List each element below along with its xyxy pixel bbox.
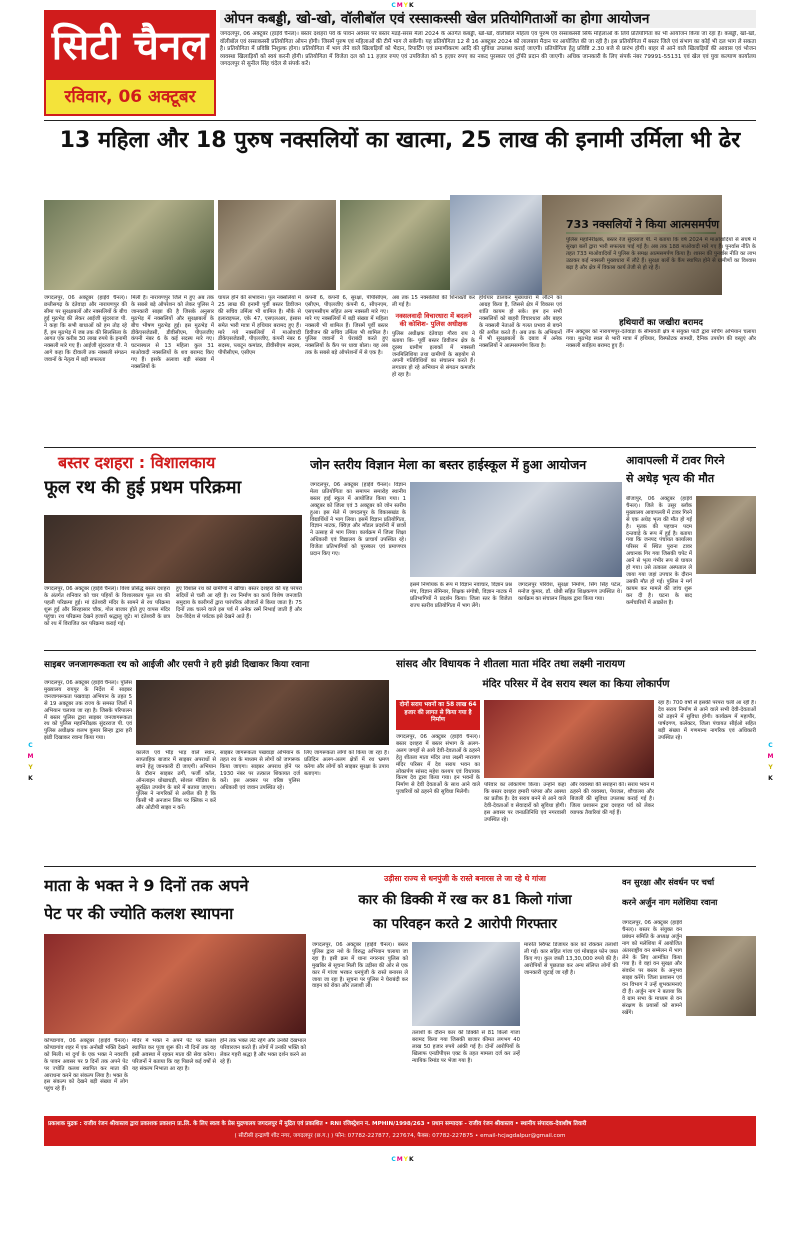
dussehra-headline-1: बस्तर दशहरा : विशालकाय [58,453,216,472]
cyber-headline: साइबर जनजागरूकता रथ को आईजी और एसपी ने हरी झंडी दिखाकर किया रवाना [44,660,310,670]
dussehra-headline-2: फूल रथ की हुई प्रथम परिक्रमा [44,477,242,498]
surrender-headline: 733 नक्सलियों ने किया आत्मसमर्पण [566,218,720,231]
temple-col-1: जगदलपुर, 06 अक्टूबर (हाईवे चैनल)। बस्तर दशहरा में बस्तर संभाग के अलग-अलग जगहों से आये देवी-देवताओं के ठहरने हेतु शीतला माता मंदिर तथा लक्ष्मी नारायण मंदिर परिसर में देव सराय भवन का लोकार्पण सांसद महेश कश्यप एवं विधायक किरण देव द्वारा किया गया। इन भवनों के निर्माण से देवी देवताओं के साथ आने वाले पुजारियों को ठहरने की सुविधा मिलेगी। [396,734,480,796]
mata-col-2: मंदिर में भक्त ने अपने पेट पर कलश स्थापित कर पूजा शुरू की। नौ दिनों तक वह इसी अवस्था में रहकर माता की सेवा करेगा। परिजनों ने बताया कि वह पिछले कई वर्षों से यह संकल्प निभाता आ रहा है। [132,1038,216,1072]
lead-col-5b-text: पुलिस अधीक्षक दंतेवाड़ा गौरव राय ने बताया कि- पूर्वी बस्तर डिवीजन क्षेत्र के दूरस्थ ग्रामीण इलाकों में नक्सली जनमिलिशिया तथा ग्रामीणों के सहयोग से अपनी गतिविधियों का संचालन करते हैं। लगातार हो रहे अभियान से संगठन कमजोर हो रहा है। [392,330,475,379]
masthead-date: रविवार, 06 अक्टूबर [46,80,214,114]
ganja-col-2: तलाशी के दौरान कार की डिक्की से 81 किलो गांजा बरामद किया गया जिसकी बाजार कीमत लगभग 40 लाख 50 हजार रुपये आंकी गई है। दोनों आरोपियों के खिलाफ एनडीपीएस एक्ट के तहत मामला दर्ज कर उन्हें न्यायिक रिमांड पर भेजा गया है। [412,1030,520,1064]
ganja-headline-1: कार की डिक्की में रख कर 81 किलो गांजा [358,892,572,908]
ganja-kicker: उड़ीसा राज्य से धनपुंजी के रास्ते बनारस ले जा रहे थे गांजा [384,874,546,883]
temple-headline-1: सांसद और विधायक ने शीतला माता मंदिर तथा लक्ष्मी नारायण [396,659,625,670]
science-col-2: इसमें निर्णायक के रूप में विज्ञान नवाचार, विज्ञान प्रश्न मंच, विज्ञान सेमिनार, शिक्षक संगोष्ठी, विज्ञान नाटक में प्रतिभागियों ने प्रदर्शन किया। जिला स्तर के विजेता राज्य स्तरीय प्रतियोगिता में भाग लेंगे। [410,582,512,609]
cyber-col-1: जगदलपुर, 06 अक्टूबर (हाईवे चैनल)। पुलिस मुख्यालय रायपुर के निर्देश में साइबर जनजागरूकता पखवाड़ा अभियान के तहत 5 से 19 अक्टूबर तक राज्य के समस्त जिलों में अभियान चलाया जा रहा है। जिसके परिपालन में बस्तर पुलिस द्वारा साइबर जनजागरूकता रथ को पुलिस महानिरीक्षक सुंदरराज पी. एवं पुलिस अधीक्षक शलभ कुमार सिन्हा द्वारा हरी झंडी दिखाकर रवाना किया गया। [44,680,132,742]
ganja-photo [412,942,520,1026]
registration-mark-right: C M Y K [767,742,775,782]
top-story-headline: ओपन कबड्डी, खो-खो, वॉलीबॉल एवं रस्साकस्सी खेल प्रतियोगिताओं का होगा आयोजन [220,10,756,28]
top-story-body: जगदलपुर, 06 अक्टूबर (हाईवे चैनल)। बस्तर दशहरा पर्व के पावन अवसर पर बस्तर मंडई-सरस मेला 2024 के अंतर्गत कबड्डी, खो-खो, वॉलीबॉल महिला एवं पुरुष एवं रस्साकस्सी सिर्फ महिलाओं के लिये प्रतियोगिता का भी आयोजन किया जा रहा है। कबड्डी, खो-खो, वॉलीबॉल एवं रस्साकस्सी प्रतियोगिता ओपन होगी। जिसमें पुरुष एवं महिलाओं की टीमें भाग ले सकेंगी। यह प्रतियोगिता 12 से 16 अक्टूबर 2024 को लालबाग़ मैदान पर आयोजित की जा रही है। इस प्रतियोगिता में बस्तर जिले एवं संभाग का कोई भी दल भाग ले सकता है। प्रतियोगिता में प्रविष्ठि निशुल्क होगा। प्रतियोगिता में भाग लेने वाले खिलाड़ियों को भैदान, रिपार्टिंग एवं प्रमाणीकरण आदि की सुविधा उपलब्ध कराई जाएगी। प्रतियोगिता हेतु प्रविष्टि 2.30 बजे से प्रारंभ होगी। बाहर से आने वाले खिलाड़ियों की आवास एवं भोजन व्यवस्था खिलाड़ियों को स्वयं करनी होगी। प्रतियोगिता में विजेता दल को 11 हज़ार रुपए एवं उपविजेता को 5 हज़ार रुपए का नकद पुरस्कार एवं ट्रॉफी प्रदान की जाएगी। अधिक जानकारी के लिए संपर्क नंबर 79991-55131 एवं खेल एवं युवा कल्याण कार्यालय जगदलपुर से सुनील सिंह चंदेल से संपर्क करें। [220,31,756,67]
lead-photo-3 [340,200,450,290]
dussehra-photo [44,515,302,583]
lead-col-5-text: अब तक 15 नक्सलियों की शिनाख्ती कर ली गई है। [392,295,475,308]
cmyk-label: CMYK [391,2,415,9]
tower-headline-1: आवापल्ली में टावर गिरने [626,454,725,467]
surrender-box [566,160,756,445]
mata-headline-2: पेट पर की ज्योति कलश स्थापना [44,904,234,923]
cmyk-bottom-label: CMYK [391,1156,415,1163]
dussehra-headline [44,452,302,510]
mata-col-1: कोण्डागांव, 06 अक्टूबर (हाईवे चैनल)। कोण्डागांव शहर में एक अनोखी भक्ति देखने को मिली। मां दुर्गा के एक भक्त ने नवरात्रि के पावन अवसर पर 9 दिनों तक अपने पेट पर ज्योति कलश स्थापित कर माता की आराधना करने का संकल्प लिया है। भक्त के इस संकल्प को देखने बड़ी संख्या में लोग पहुंच रहे हैं। [44,1038,128,1093]
temple-photo [484,700,654,778]
temple-col-4: रहा है। 700 वर्षों से इसकी परंपरा चली आ रही है। देव सराय निर्माण से आने वाले सभी देवी-देवताओं को ठहरने में सुविधा होगी। कार्यक्रम में महापौर, पार्षदगण, कलेक्टर, जिला पंचायत सीईओ सहित बड़ी संख्या में गणमान्य नागरिक एवं अधिकारी उपस्थित रहे। [658,700,756,741]
mata-col-3: होने तक भक्त लेटे रहेंगे और उनकी देखभाल परिवारजन करते हैं। लोगों में उनकी भक्ति को लेकर गहरी श्रद्धा है और भक्त दर्शन करने आ रहे हैं। [220,1038,306,1065]
lead-col-3: घायल होने की संभावना। पुल नक्सलियों में 25 लाख की इनामी पूर्वी बस्तर डिवीजन की सचिव उर्मिला भी शामिल है। मौके से इलाराइफल, एके 47, एसएलआर, इंसास समेत भारी मात्रा में हथियार बरामद हुए हैं। मारे गये नक्सलियों में माओवादी डीकेएसजेडसी, पीएलजीए, कंपनी नंबर 6 सदस्य, प्लाटून कमांडर, डीवीसीएम सदस्य, पीपीसीएम, एसीएम [218,295,301,357]
lead-col-4: कंपनी 6, कंपनी 6, सुरक्षा, पीपीसीएम, एसीएम, पीएलजीए कंपनी 6, सीएनएम, एसएमसीएम सहित अन्य नक्सली मारे गए। मारे गए नक्सलियों में बड़ी संख्या में महिला नक्सली भी शामिल हैं। जिसमें पूर्वी बस्तर डिवीजन की सचिव उर्मिला भी शामिल है। पुलिस जवानों ने घेराबंदी करते हुए नक्सलियों के कैंप पर धावा बोला। यह अब तक के सबसे बड़े ऑपरेशनों में से एक है। [305,295,388,357]
lead-photo-2 [218,200,336,290]
masthead [44,10,216,116]
lead-col-5 [392,295,475,440]
tower-body: बीजापुर, 06 अक्टूबर (हाईवे चैनल)। जिले के उसूर ब्लॉक मुख्यालय आवापल्ली में टावर गिरने से एक अधेड़ भृत्य की मौत हो गई है। मृतक की पहचान पदम दन्तवाड़े के रूप में हुई है। बताया गया कि जनपद पंचायत कार्यालय परिसर में स्थित पुराना टावर अचानक गिर गया जिसकी चपेट में आने से भृत्य गंभीर रूप से घायल हो गया। उसे तत्काल अस्पताल ले जाया गया जहां उपचार के दौरान उसकी मौत हो गई। पुलिस ने मर्ग कायम कर मामले की जांच शुरू कर दी है। घटना के बाद कर्मचारियों में आक्रोश है। [626,496,692,606]
registration-mark-left: C M Y K [27,742,35,782]
surrender-body: पुलिस महानिरीक्षक, बस्तर रेंज सुंदरराज पी. ने बताया कि वर्ष 2024 में माओवादियों से संघर्ष में सुरक्षा बलों द्वारा भारी सफलता पाई गई है। अब तक 188 माओवादी मारे गए हैं। पुनर्वास नीति के तहत 733 माओवादियों ने पुलिस के समक्ष आत्मसमर्पण किया है। शासन की पुनर्वास नीति का लाभ उठाकर कई नक्सली मुख्यधारा में लौटे हैं। सुरक्षा बलों के कैंप स्थापित होने से ग्रामीणों का विश्वास बढ़ा है और क्षेत्र में विकास कार्य तेजी से हो रहे हैं। [566,237,756,271]
registration-mark-bottom [383,1156,423,1164]
science-photo [410,482,622,577]
tower-headline-2: से अधेड़ भृत्य की मौत [626,472,715,485]
ganja-headline [312,888,618,938]
cyber-col-2: कालेज एवं भीड़ भाड़ वाले स्थान, साप्ताहिक बाजार में साइबर अपराधों से बचने हेतु जानकारी दी जाएगी। अभियान के दौरान साइबर ठगी, फर्जी कॉल, ऑनलाइन धोखाधड़ी, सोशल मीडिया के सुरक्षित उपयोग के बारे में बताया जाएगा। पुलिस ने नागरिकों से अपील की है कि किसी भी अनजान लिंक पर क्लिक न करें और ओटीपी साझा न करें। [136,750,216,812]
mata-headline [44,872,306,930]
footer [44,1116,756,1146]
ganja-col-1: जगदलपुर, 06 अक्टूबर (हाईवे चैनल)। बस्तर पुलिस द्वारा नशे के विरुद्ध अभियान चलाया जा रहा है। इसी क्रम में थाना नगरनार पुलिस को मुखबिर से सूचना मिली कि उड़ीसा की ओर से एक कार में गांजा भरकर धनपुंजी के रास्ते बनारस ले जाया जा रहा है। सूचना पर पुलिस ने घेराबंदी कर वाहन को रोका और तलाशी ली। [312,942,408,990]
lead-col-2: मिली है। नारायणपुर जिले में हुए अब तक के सबसे बड़े ऑपरेशन को लेकर पुलिस ने जानकारी साझा की है जिसके अनुसार मुठभेड़ में नक्सलियों और सुरक्षाबलों के बीच भीषण मुठभेड़ हुई। इस मुठभेड़ में डीकेएसजेडसी, डीवीसीएम, पीएलजीए कंपनी नंबर 6 के कई सदस्य मारे गए। घटनास्थल से 13 महिला कुल 31 माओवादी नक्सलियों के शव बरामद किए गए हैं। इसके अलावा बड़ी संख्या में नक्सलियों के [131,295,214,371]
ganja-col-3: मारुति स्विफ्ट डिजायर कार को रोककर तलाशी ली गई। कार सहित गांजा एवं मोबाइल फोन जब्त किए गए। कुल जब्ती 13,30,000 रुपये की है। आरोपियों से पूछताछ कर अन्य संलिप्त लोगों की जानकारी जुटाई जा रही है। [524,942,618,976]
ganja-headline-2: का परिवहन करते 2 आरोपी गिरफ्तार [373,916,557,932]
science-headline: जोन स्तरीय विज्ञान मेला का बस्तर हाईस्कूल में हुआ आयोजन [310,457,587,472]
surrender-subheading: हथियारों का जखीरा बरामद [619,318,703,328]
lead-photo-1 [44,200,214,290]
forest-body: जगदलपुर, 06 अक्टूबर (हाईवे चैनल)। बस्तर के संयुक्त वन प्रबंधन समिति के अध्यक्ष अर्जुन नाग को मलेशिया में आयोजित अंतरराष्ट्रीय वन सम्मेलन में भाग लेने के लिए आमंत्रित किया गया है। वे वहां वन सुरक्षा और संवर्धन पर बस्तर के अनुभव साझा करेंगे। जिला प्रशासन एवं वन विभाग ने उन्हें शुभकामनाएं दी हैं। अर्जुन नाग ने बताया कि वे ग्राम सभा के माध्यम से वन संरक्षण के प्रयासों को सामने रखेंगे। [622,920,682,1016]
mata-headline-1: माता के भक्त ने 9 दिनों तक अपने [44,876,249,895]
forest-headline-2: करने अर्जुन नाग मलेशिया रवाना [622,897,718,907]
tower-headline [626,452,756,492]
cyber-photo [136,680,389,745]
surrender-body-2: तीन अक्टूबर को नारायणपुर-दंतेवाड़ा के सीमावर्ती क्षेत्र में संयुक्त पार्टी द्वारा सर्चिंग अभियान चलाया गया। मुठभेड़ स्थल से भारी मात्रा में हथियार, विस्फोटक सामग्री, दैनिक उपयोग की वस्तुएं और नक्सली साहित्य बरामद हुए हैं। [566,329,756,349]
masthead-title: सिटी चैनल [46,12,214,80]
science-col-3: जगदलपुर परिवेश, सुरक्षा निर्माण, सिंग सिंह पटेल, मनोज कुमार, डॉ. धोबी सहित शिक्षकगण उपस्थित थे। कार्यक्रम का संचालन शिक्षक द्वारा किया गया। [518,582,622,602]
dussehra-col-2: हुए विशाल रथ को ग्रामीणों ने खींचा। बस्तर दशहरा की यह परंपरा सदियों से चली आ रही है। रथ निर्माण का कार्य विशेष जनजाति समुदाय के कारीगरों द्वारा पारंपरिक औजारों से किया जाता है। 75 दिनों तक चलने वाले इस पर्व में अनेक रस्में निभाई जाती हैं और देश-विदेश से पर्यटक इसे देखने आते हैं। [176,586,302,620]
cyber-col-3: साइबर जागरूकता पखवाड़ा अभियान के तहत रथ के माध्यम से लोगों को जागरूक किया जाएगा। साइबर अपराध होने पर 1930 नंबर पर तत्काल शिकायत दर्ज करें। इस अवसर पर वरिष्ठ पुलिस अधिकारी एवं जवान उपस्थित रहे। [220,750,300,791]
forest-headline [622,872,756,916]
temple-headline [396,655,756,695]
dussehra-col-1: जगदलपुर, 06 अक्टूबर (हाईवे चैनल)। विश्व प्रसिद्ध बस्तर दशहरा के अंतर्गत शनिवार को चार पहियों के विशालकाय फूल रथ की पहली परिक्रमा हुई। मां दंतेश्वरी मंदिर के सामने से रथ परिक्रमा शुरू हुई और सिरहासार चौक, गोल बाजार होते हुए वापस मंदिर पहुंचा। रथ परिक्रमा देखने हजारों श्रद्धालु जुटे। मां दंतेश्वरी के छत्र को रथ में विराजित कर परिक्रमा कराई गई। [44,586,170,627]
surrender-photo-2 [566,232,716,234]
cyber-col-4: लिए जागरूकता लोगों को किया जा रहा है। प्रतिदिन अलग-अलग क्षेत्रों में रथ भ्रमण करेगा और लोगों को साइबर सुरक्षा के उपाय बताएगा। [304,750,389,777]
lead-headline: 13 महिला और 18 पुरुष नक्सलियों का खात्मा, 25 लाख की इनामी उर्मिला भी ढेर [59,128,741,153]
footer-text: प्रकाशक मुद्रक : राजीव रंजन श्रीवास्तव द्वारा प्रकाशक प्रकाशन प्रा.लि. के लिए स्वत्व के प्रेस मुद्रणालय जगदलपुर में मुद्रित एवं प्रकाशित • RNI रजिस्ट्रेशन न. MPHIN/1998/263 • प्रधान सम्पादक - राजीव रंजन श्रीवास्तव • स्थानीय संपादक-देवाशीष तिवारी [48,1121,587,1127]
forest-photo [686,936,756,1016]
lead-photo-4 [450,195,542,295]
temple-col-2: परिवार का लोकार्पण किया। उन्होंने कहा कि बस्तर दशहरा हमारी परंपरा और आस्था का प्रतीक है। देव सराय बनने से आने वाले देवी-देवताओं व सेवादारों को सुविधा होगी। इस अवसर पर जनप्रतिनिधि एवं नगरवासी उपस्थित रहे। [484,782,566,823]
lead-pull-quote: नक्सलवादी विचारधारा में बदलने की कोशिश- पुलिस अधीक्षक [395,311,472,328]
top-story [220,10,756,116]
temple-headline-2: मंदिर परिसर में देव सराय स्थल का किया लोकार्पण [482,679,670,690]
temple-callout: दोनों सराय भवनों का 58 लाख 64 हजार की लागत से किया गया है निर्माण [396,700,480,730]
mata-photo [44,934,306,1034]
temple-col-3: और व्यवस्था की सराहना की। सराय भवन में ठहरने की व्यवस्था, पेयजल, शौचालय और बिजली की सुविधा उपलब्ध कराई गई है। जिला प्रशासन द्वारा दशहरा पर्व को लेकर व्यापक तैयारियां की गई हैं। [570,782,654,816]
forest-headline-1: वन सुरक्षा और संवर्धन पर चर्चा [622,877,715,887]
lead-col-1: जगदलपुर, 06 अक्टूबर (हाईवे चैनल)। छत्तीसगढ़ के दंतेवाड़ा और नारायणपुर की सीमा पर सुरक्षाबलों और नक्सलियों के बीच हुई मुठभेड़ की लेकर आईजी सुंदरराज पी. ने कहा कि सभी बाधाओं को हम तोड़ रहे हैं, हम मुठभेड़ में जब तक की सिलसिला के आगत एक करीब 30 लाख रुपये के इनामी नक्सली मारे गए हैं। आईजी सुंदरराज पी. ने आगे कहा कि दीवाली तक नक्सली संगठन जवानों के नेतृत्व में बड़ी सफलता [44,295,127,364]
footer-contact: ( सीटीसी इन्द्राणी शीट नगर, जगदलपुर (छ.ग.) ) फोन: 07782-227877, 227674, फैक्स: 07782-227875 • email-hcjagdalpur@gmail.com [234,1133,566,1139]
lead-col-6: हथियार डालकर मुख्यधारा में लौटने का आग्रह किया है, जिससे क्षेत्र में विकास एवं शांति कायम हो सके। हम इन सभी नक्सलियों को बाहरी विचारधारा और बाहर के नक्सली नेताओं के गलत प्रभाव से बचने की अपील करते हैं। अब तक के अभियानों में भी सुरक्षाबलों के दबाव में अनेक नक्सलियों ने आत्मसमर्पण किया है। [479,295,562,350]
science-col-1: जगदलपुर, 06 अक्टूबर (हाईवे चैनल)। विज्ञान मेला प्रतियोगिता का समापन समारोह स्थानीय बस्तर हाई स्कूल में आयोजित किया गया। 1 अक्टूबर को जिला एवं 3 अक्टूबर को जोन स्तरीय हुआ। इस मेले में जगदलपुर के विकासखंड के विद्यार्थियों ने भाग लिया। इसमें विज्ञान प्रतियोगिता, विज्ञान नाटक, क्विज़ और मॉडल प्रदर्शनी में छात्रों ने उत्साह से भाग लिया। कार्यक्रम में जिला शिक्षा अधिकारी एवं विद्यालय के प्राचार्य उपस्थित रहे। विजेता प्रतिभागियों को पुरस्कार एवं प्रमाणपत्र प्रदान किए गए। [310,482,406,558]
registration-mark-top [383,2,423,10]
tower-photo [696,496,756,574]
